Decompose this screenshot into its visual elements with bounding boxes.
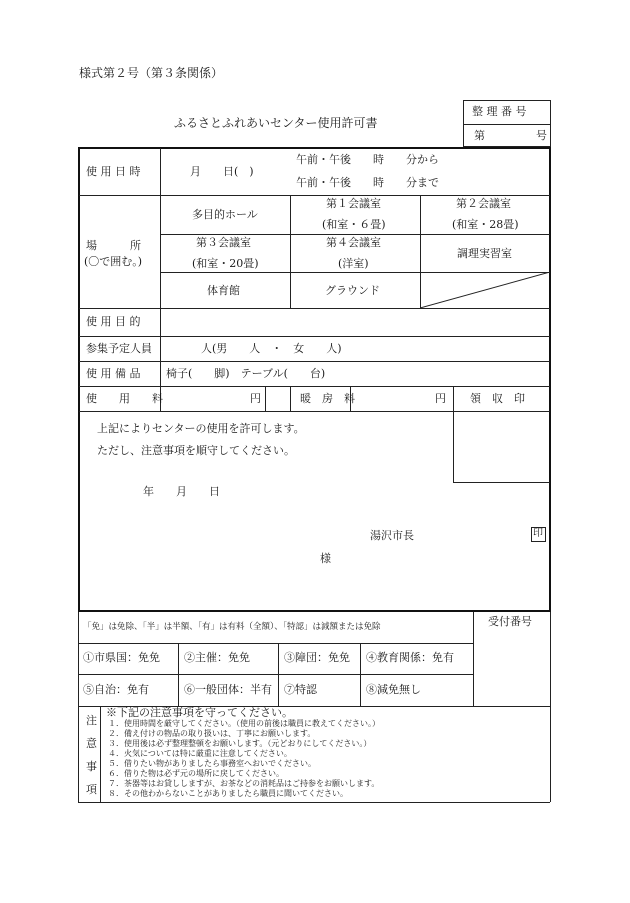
category-2[interactable]: ②主催：免免 — [184, 651, 250, 664]
category-4[interactable]: ④教育関係：免有 — [366, 651, 454, 664]
permit-date: 年 月 日 — [143, 485, 220, 498]
heating-yen: 円 — [435, 392, 446, 405]
place-room4-sub: (洋室) — [338, 257, 369, 270]
attendees-field[interactable]: 人(男 人 ・ 女 人) — [201, 342, 342, 355]
note-item: ５．借りたい物がありましたら事務室へおいでください。 — [108, 759, 316, 768]
category-6[interactable]: ⑥一般団体：半有 — [184, 683, 272, 696]
place-hall[interactable]: 多目的ホール — [192, 208, 258, 221]
note-item: ６．借りた物は必ず元の場所に戻してください。 — [108, 769, 284, 778]
empty-cell-diagonal — [420, 272, 550, 308]
uketsuke-label: 受付番号 — [488, 615, 532, 628]
date-field[interactable]: 月 日( ) — [190, 165, 254, 178]
permit-line1: 上記によりセンターの使用を許可します。 — [97, 422, 305, 435]
form-number: 様式第２号（第３条関係） — [79, 66, 224, 80]
mayor-name: 湯沢市長 — [370, 529, 414, 542]
place-ground[interactable]: グラウンド — [325, 284, 380, 297]
place-room3-name[interactable]: 第３会議室 — [196, 236, 251, 249]
note-item: ７．茶器等はお貸ししますが、お茶などの消耗品はご持参をお願いします。 — [108, 779, 380, 788]
legend-text: 「免」は免除、「半」は半額、「有」は有料（全額）、「特認」は減額または免除 — [83, 622, 381, 632]
note-item: ３．使用後は必ず整理整頓をお願いします。（元どおりにしてください。） — [108, 739, 372, 748]
note-item: １．使用時間を厳守してください。（使用の前後は職員に教えてください。） — [108, 719, 380, 728]
time-to-field[interactable]: 午前・午後 時 分まで — [296, 176, 439, 189]
fee-label: 使 用 料 — [86, 392, 163, 405]
category-3[interactable]: ③障団：免免 — [284, 651, 350, 664]
receipt-label: 領 収 印 — [470, 392, 525, 405]
notes-label-3: 事 — [86, 760, 97, 773]
place-room2-sub: (和室・28畳) — [452, 218, 519, 231]
heating-label: 暖 房 料 — [300, 392, 355, 405]
equipment-field[interactable]: 椅子( 脚) テーブル( 台) — [166, 367, 326, 380]
category-8[interactable]: ⑧減免無し — [366, 683, 421, 696]
place-room3-sub: (和室・20畳) — [192, 257, 259, 270]
place-room2-name[interactable]: 第２会議室 — [456, 197, 511, 210]
datetime-label: 使 用 日 時 — [86, 165, 141, 178]
purpose-label: 使 用 目 的 — [86, 315, 141, 328]
notes-label-2: 意 — [86, 737, 97, 750]
note-item: ２．備え付けの物品の取り扱いは、丁寧にお願いします。 — [108, 729, 316, 738]
attendees-label: 参集予定人員 — [86, 342, 152, 355]
seiri-dai: 第 — [474, 129, 485, 142]
category-5[interactable]: ⑤自治：免有 — [83, 683, 149, 696]
place-cooking[interactable]: 調理実習室 — [457, 247, 512, 260]
page-title: ふるさとふれあいセンター使用許可書 — [174, 116, 378, 130]
place-instruction: (〇で囲む。) — [84, 255, 143, 268]
seiri-go: 号 — [536, 129, 547, 142]
seiri-label: 整 理 番 号 — [472, 105, 527, 118]
seal-mark: 印 — [533, 528, 543, 539]
fee-yen: 円 — [250, 392, 261, 405]
notes-header: ※下記の注意事項を守ってください。 — [106, 706, 293, 719]
place-gym[interactable]: 体育館 — [207, 284, 240, 297]
place-room1-sub: (和室・６畳) — [322, 218, 386, 231]
time-from-field[interactable]: 午前・午後 時 分から — [296, 153, 439, 166]
notes-label-4: 項 — [86, 783, 97, 796]
equipment-label: 使 用 備 品 — [86, 367, 141, 380]
place-room1-name[interactable]: 第１会議室 — [326, 197, 381, 210]
recipient-sama: 様 — [320, 552, 331, 565]
place-room4-name[interactable]: 第４会議室 — [326, 236, 381, 249]
permit-line2: ただし、注意事項を順守してください。 — [97, 444, 295, 457]
note-item: ４．火気については特に厳重に注意してください。 — [108, 749, 292, 758]
notes-label-1: 注 — [86, 714, 97, 727]
category-1[interactable]: ①市県国：免免 — [83, 651, 160, 664]
place-label: 場 所 — [86, 239, 141, 252]
note-item: ８．その他わからないことがありましたら職員に聞いてください。 — [108, 789, 348, 798]
category-7[interactable]: ⑦特認 — [284, 683, 317, 696]
